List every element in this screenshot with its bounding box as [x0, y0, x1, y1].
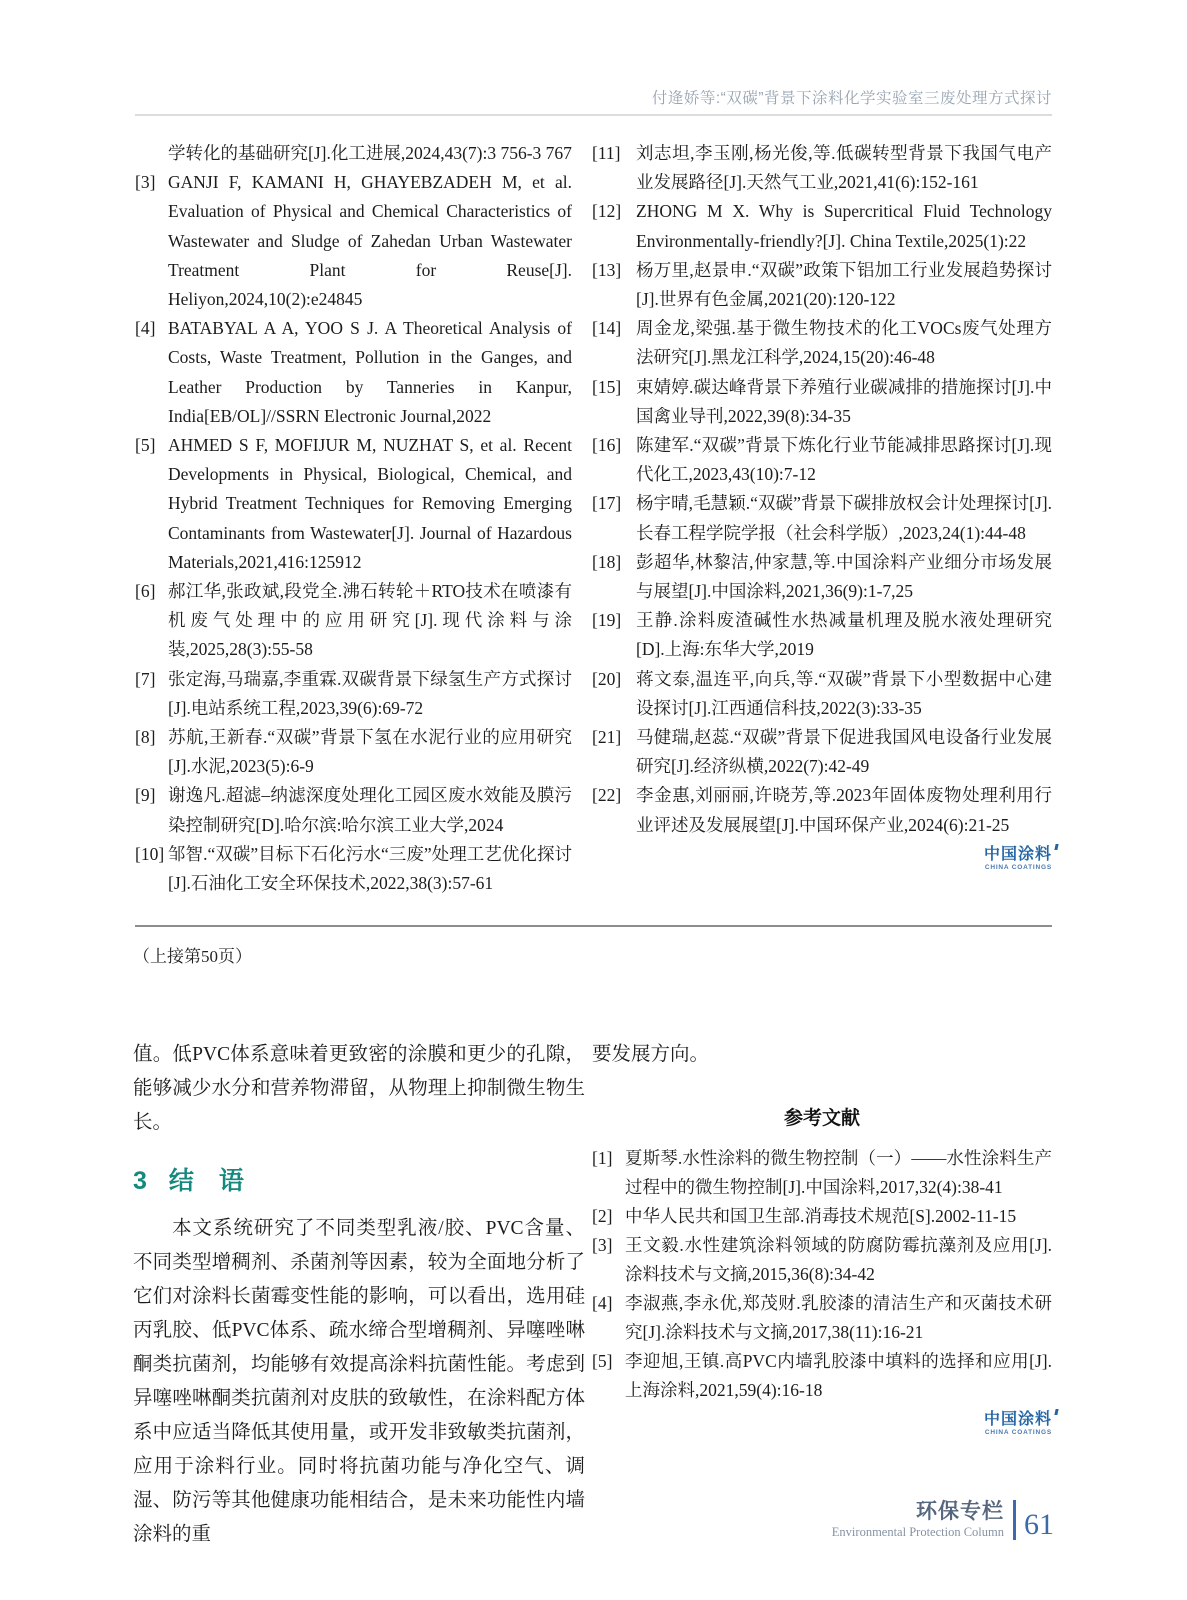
- reference-marker: [11]: [592, 143, 621, 163]
- section-title: 结 语: [168, 1167, 244, 1195]
- reference-item: [592, 723, 1052, 781]
- reference-item: [592, 665, 1052, 723]
- reference-text: 苏航,王新春.“双碳”背景下氢在水泥行业的应用研究[J].水泥,2023(5):6-9: [168, 727, 572, 777]
- footer-column-label: [832, 1500, 1004, 1540]
- logo-text-en: CHINA COATINGS: [984, 863, 1052, 871]
- reference-text: 杨宇晴,毛慧颖.“双碳”背景下碳排放权会计处理探讨[J].长春工程学院学报（社会科学版）,2023,24(1):44-48: [636, 493, 1052, 543]
- reference-marker: [2]: [592, 1206, 613, 1226]
- reference-item: [135, 431, 572, 577]
- reference-text: 李淑燕,李永优,郑茂财.乳胶漆的清洁生产和灭菌技术研究[J].涂料技术与文摘,2017,38(11):16-21: [625, 1293, 1052, 1342]
- reference-text: 郝江华,张政斌,段党全.沸石转轮＋RTO技术在喷漆有机废气处理中的应用研究[J].现代涂料与涂装,2025,28(3):55-58: [168, 581, 572, 660]
- reference-text: ZHONG M X. Why is Supercritical Fluid Technology Environmentally-friendly?[J]. China Textile,2025(1):22: [636, 201, 1052, 251]
- reference-item: [592, 781, 1052, 839]
- reference-item: [592, 1202, 1052, 1231]
- reference-text: 彭超华,林黎洁,仲家慧,等.中国涂料产业细分市场发展与展望[J].中国涂料,2021,36(9):1-7,25: [636, 551, 1052, 602]
- reference-item: [592, 431, 1052, 489]
- footer-column-cn: 环保专栏: [916, 1500, 1004, 1523]
- reference-text: 夏斯琴.水性涂料的微生物控制（一）——水性涂料生产过程中的微生物控制[J].中国涂料,2017,32(4):38-41: [625, 1148, 1052, 1197]
- top-references-right-column: [592, 139, 1052, 872]
- reference-marker: [20]: [592, 668, 622, 689]
- footer-column-en: Environmental Protection Column: [831, 1525, 1004, 1539]
- page-footer: [832, 1500, 1054, 1540]
- reference-text: 马健瑞,赵蕊.“双碳”背景下促进我国风电设备行业发展研究[J].经济纵横,2022(7):42-49: [636, 727, 1052, 777]
- reference-text: GANJI F, KAMANI H, GHAYEBZADEH M, et al. Evaluation of Physical and Chemical Characteristics of Wastewater and Sludge of Zahedan Urban Wastewater Treatment Plant for Reuse[J]. Heliyon,2024,10(2):e24845: [168, 172, 572, 310]
- reference-marker: [22]: [592, 785, 622, 806]
- reference-item: [135, 665, 572, 723]
- reference-marker: [16]: [592, 435, 622, 456]
- reference-text: 刘志坦,李玉刚,杨光俊,等.低碳转型背景下我国气电产业发展路径[J].天然气工业,2021,41(6):152-161: [636, 143, 1052, 193]
- reference-item: [135, 314, 572, 431]
- china-coatings-logo: [592, 846, 1052, 872]
- reference-item: [135, 168, 572, 314]
- logo-text-en: CHINA COATINGS: [984, 1429, 1052, 1436]
- references-title: 参考文献: [783, 1108, 860, 1129]
- top-references-left-column: [135, 139, 572, 898]
- body-paragraph: 值。低PVC体系意味着更致密的涂膜和更少的孔隙，能够减少水分和营养物滞留，从物理上抑制微生物生长。: [133, 1044, 585, 1133]
- reference-marker: [3]: [592, 1235, 613, 1255]
- section-divider: [135, 925, 1052, 927]
- reference-item: [592, 548, 1052, 606]
- reference-marker: [19]: [592, 610, 622, 631]
- reference-item: [592, 489, 1052, 547]
- reference-marker: [3]: [135, 172, 156, 193]
- logo-text-cn: 中国涂料: [984, 846, 1052, 863]
- page-number: 61: [1024, 1508, 1054, 1541]
- reference-item: [592, 139, 1052, 197]
- reference-item: [592, 256, 1052, 314]
- reference-item: [135, 139, 572, 168]
- reference-text: 学转化的基础研究[J].化工进展,2024,43(7):3 756-3 767: [168, 143, 572, 163]
- reference-item: [592, 197, 1052, 255]
- reference-marker: [7]: [135, 668, 156, 689]
- body-left-column: [133, 1038, 585, 1552]
- reference-marker: [8]: [135, 727, 156, 748]
- reference-text: 李迎旭,王镇.高PVC内墙乳胶漆中填料的选择和应用[J].上海涂料,2021,59(4):16-18: [625, 1351, 1052, 1400]
- reference-item: [135, 840, 572, 898]
- reference-marker: [9]: [135, 785, 156, 806]
- reference-marker: [5]: [135, 435, 156, 456]
- reference-marker: [14]: [592, 318, 622, 339]
- logo-trademark-mark: [1054, 844, 1058, 850]
- body-paragraph: 要发展方向。: [592, 1044, 710, 1065]
- reference-marker: [4]: [592, 1293, 613, 1313]
- reference-text: 中华人民共和国卫生部.消毒技术规范[S].2002-11-15: [625, 1206, 1017, 1226]
- reference-item: [592, 606, 1052, 664]
- reference-marker: [15]: [592, 376, 622, 397]
- reference-item: [592, 1144, 1052, 1202]
- reference-marker: [12]: [592, 201, 622, 222]
- reference-text: 周金龙,梁强.基于微生物技术的化工VOCs废气处理方法研究[J].黑龙江科学,2024,15(20):46-48: [636, 318, 1052, 368]
- reference-text: 蒋文泰,温连平,向兵,等.“双碳”背景下小型数据中心建设探讨[J].江西通信科技,2022(3):33-35: [636, 668, 1052, 718]
- reference-text: BATABYAL A A, YOO S J. A Theoretical Analysis of Costs, Waste Treatment, Pollution in the Ganges, and Leather Production by Tanneries in Kanpur, India[EB/OL]//SSRN Electronic Journal,2022: [168, 318, 572, 426]
- reference-marker: [17]: [592, 493, 622, 514]
- continued-from-note: （上接第50页）: [133, 947, 252, 966]
- section-heading: [133, 1164, 585, 1198]
- reference-text: 王文毅.水性建筑涂料领域的防腐防霉抗藻剂及应用[J].涂料技术与文摘,2015,36(8):34-42: [625, 1235, 1052, 1284]
- reference-text: 束婧婷.碳达峰背景下养殖行业碳减排的措施探讨[J].中国禽业导刊,2022,39(8):34-35: [636, 376, 1052, 426]
- reference-marker: [21]: [592, 727, 622, 748]
- reference-item: [135, 723, 572, 781]
- reference-marker: [18]: [592, 551, 622, 572]
- reference-text: 杨万里,赵景申.“双碳”政策下铝加工行业发展趋势探讨[J].世界有色金属,2021(20):120-122: [636, 259, 1052, 310]
- reference-marker: [1]: [592, 1148, 613, 1168]
- logo-trademark-mark: [1054, 1409, 1058, 1415]
- reference-item: [592, 1347, 1052, 1405]
- references-list: [592, 1144, 1052, 1405]
- body-paragraph: 本文系统研究了不同类型乳液/胶、PVC含量、不同类型增稠剂、杀菌剂等因素，较为全面地分析了它们对涂料长菌霉变性能的影响，可以看出，选用硅丙乳胶、低PVC体系、疏水缔合型增稠剂、异噻唑啉酮类抗菌剂，均能够有效提高涂料抗菌性能。考虑到异噻唑啉酮类抗菌剂对皮肤的致敏性，在涂料配方体系中应适当降低其使用量，或开发非致敏类抗菌剂，应用于涂料行业。同时将抗菌功能与净化空气、调湿、防污等其他健康功能相结合，是未来功能性内墙涂料的重: [133, 1218, 585, 1545]
- china-coatings-logo: [592, 1411, 1052, 1437]
- reference-text: AHMED S F, MOFIJUR M, NUZHAT S, et al. Recent Developments in Physical, Biological, Chemical, and Hybrid Treatment Techniques for Removing Emerging Contaminants from Wastewater[J]. Journal of Hazardous Materials,2021,416:125912: [168, 435, 572, 572]
- section-number: 3: [133, 1167, 147, 1195]
- reference-text: 谢逸凡.超滤–纳滤深度处理化工园区废水效能及膜污染控制研究[D].哈尔滨:哈尔滨工业大学,2024: [168, 785, 572, 835]
- logo-text-cn: 中国涂料: [984, 1411, 1052, 1428]
- body-right-column: [592, 1038, 1052, 1437]
- reference-marker: [4]: [135, 318, 156, 339]
- reference-text: 邹智.“双碳”目标下石化污水“三废”处理工艺优化探讨[J].石油化工安全环保技术,2022,38(3):57-61: [168, 843, 572, 894]
- reference-item: [135, 781, 572, 839]
- reference-text: 李金惠,刘丽丽,许晓芳,等.2023年固体废物处理利用行业评述及发展展望[J].中国环保产业,2024(6):21-25: [636, 785, 1052, 835]
- reference-marker: [6]: [135, 581, 156, 602]
- running-title: 付逄娇等:“双碳”背景下涂料化学实验室三废处理方式探讨: [651, 90, 1052, 107]
- reference-text: 陈建军.“双碳”背景下炼化行业节能减排思路探讨[J].现代化工,2023,43(10):7-12: [636, 435, 1052, 485]
- reference-marker: [5]: [592, 1351, 613, 1371]
- footer-divider-bar: [1013, 1500, 1016, 1540]
- reference-item: [592, 1231, 1052, 1289]
- header-rule: [135, 114, 1052, 116]
- reference-item: [135, 577, 572, 665]
- reference-text: 张定海,马瑞嘉,李重霖.双碳背景下绿氢生产方式探讨[J].电站系统工程,2023,39(6):69-72: [168, 668, 572, 718]
- reference-marker: [13]: [592, 259, 622, 280]
- reference-item: [592, 1289, 1052, 1347]
- reference-item: [592, 373, 1052, 431]
- reference-item: [592, 314, 1052, 372]
- reference-marker: [10]: [135, 843, 165, 864]
- reference-text: 王静.涂料废渣碱性水热减量机理及脱水液处理研究[D].上海:东华大学,2019: [636, 610, 1052, 660]
